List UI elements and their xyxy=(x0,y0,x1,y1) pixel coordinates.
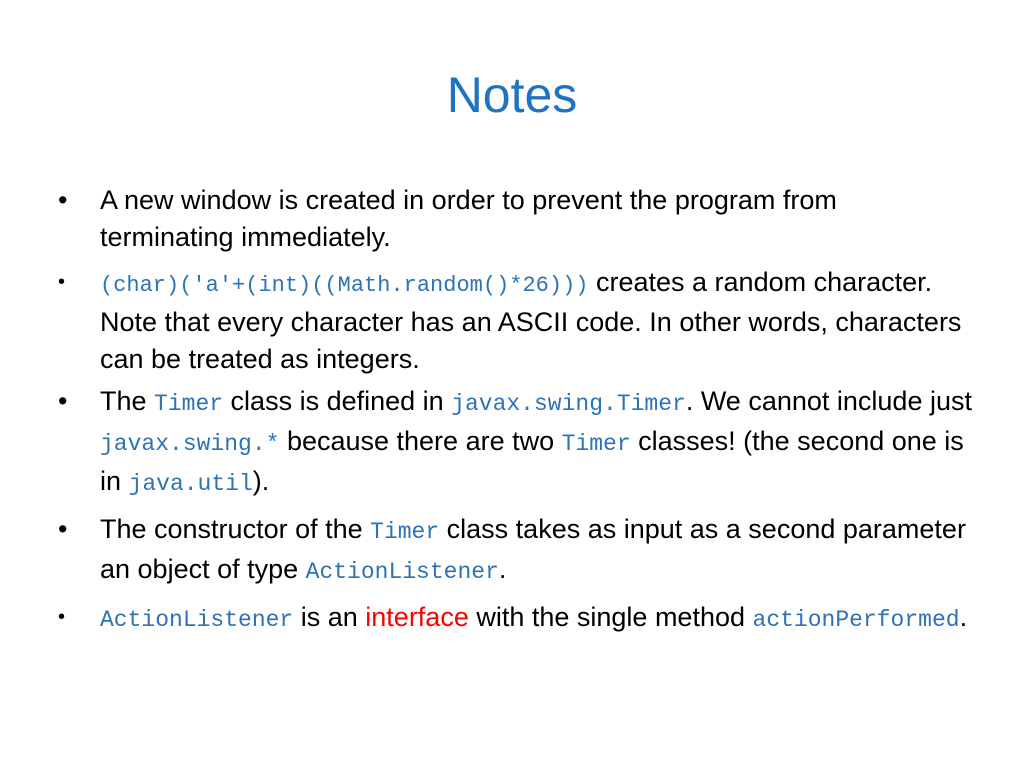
code-snippet: ActionListener xyxy=(100,607,294,633)
bullet-list xyxy=(58,182,973,647)
bullet-text: ). xyxy=(252,466,270,496)
bullet-item xyxy=(58,383,973,503)
bullet-text: is an xyxy=(293,602,366,632)
code-snippet: Timer xyxy=(370,519,440,545)
code-snippet: javax.swing.* xyxy=(100,431,280,457)
code-snippet: javax.swing.Timer xyxy=(451,391,686,417)
bullet-item xyxy=(58,599,973,639)
bullet-icon: • xyxy=(58,185,68,215)
bullet-text: The xyxy=(100,386,155,416)
code-snippet: actionPerformed xyxy=(752,607,960,633)
bullet-text: A new window is created in order to prevent the program from terminating immediately. xyxy=(100,185,837,252)
bullet-text: with the single method xyxy=(468,602,753,632)
code-snippet: ActionListener xyxy=(305,559,499,585)
code-snippet: java.util xyxy=(128,471,253,497)
bullet-text: creates a random character. Note that every character has an ASCII code. In other words, characters can be treated as integers. xyxy=(100,267,962,374)
bullet-item xyxy=(58,182,973,256)
code-snippet: Timer xyxy=(154,391,224,417)
code-snippet: (char)('a'+(int)((Math.random()*26))) xyxy=(100,273,589,298)
bullet-text: . xyxy=(498,554,507,584)
bullet-text: because there are two xyxy=(279,426,562,456)
slide-title: Notes xyxy=(446,67,578,123)
bullet-text: . We cannot include just xyxy=(685,386,972,416)
bullet-item xyxy=(58,511,973,591)
bullet-text: The constructor of the xyxy=(100,514,371,544)
bullet-text: classes! (the second one is in xyxy=(100,426,964,496)
bullet-item xyxy=(58,264,973,378)
bullet-text: class is defined in xyxy=(223,386,452,416)
bullet-text: class takes as input as a second parameter an object of type xyxy=(100,514,966,584)
code-snippet: Timer xyxy=(561,431,631,457)
bullet-icon: • xyxy=(58,386,68,416)
highlight-text: interface xyxy=(365,602,469,632)
bullet-icon: • xyxy=(58,606,66,628)
bullet-icon: • xyxy=(58,271,66,293)
bullet-text: . xyxy=(959,602,968,632)
bullet-icon: • xyxy=(58,514,68,544)
